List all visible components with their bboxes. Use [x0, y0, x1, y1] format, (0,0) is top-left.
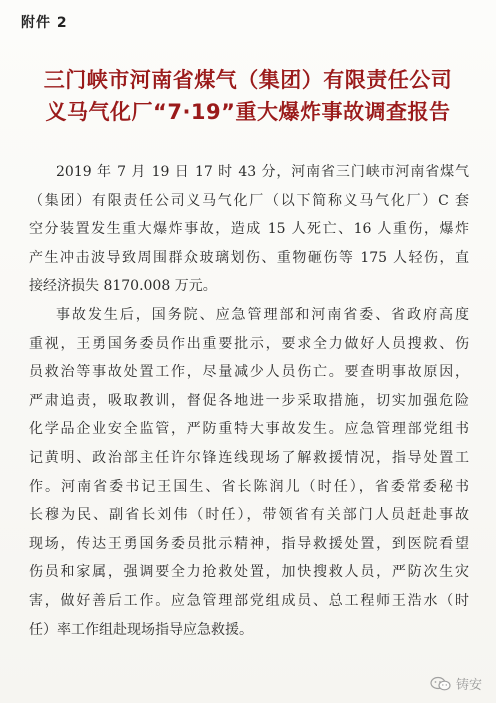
- paragraph-2: [29, 301, 469, 644]
- paragraph-line: 接经济损失 8170.008 万元。: [29, 278, 217, 295]
- paragraph-line: 任）率工作组赴现场指导应急救援。: [29, 621, 253, 638]
- source-watermark: [430, 674, 482, 693]
- report-body: [29, 158, 469, 644]
- paragraph-1: [29, 158, 469, 301]
- report-title-line-2: 义马气化厂“7·19”重大爆炸事故调查报告: [45, 100, 451, 124]
- paragraph-line: 伤员和家属，强调要全力抢救处置，加快搜救人员，严防次生灾: [29, 564, 469, 581]
- paragraph-line: 作。河南省委书记王国生、省长陈润儿（时任），省委常委秘书: [29, 478, 469, 495]
- paragraph-line: （集团）有限责任公司义马气化厂（以下简称义马气化厂）C 套: [29, 192, 469, 209]
- paragraph-line: 2019 年 7 月 19 日 17 时 43 分，河南省三门峡市河南省煤气: [56, 164, 469, 180]
- paragraph-line: 重视，王勇国务委员作出重要批示，要求全力做好人员搜救、伤: [29, 335, 469, 352]
- paragraph-line: 严肃追责，吸取教训，督促各地进一步采取措施，切实加强危险: [29, 392, 469, 409]
- paragraph-line: 害，做好善后工作。应急管理部党组成员、总工程师王浩水（时: [29, 592, 469, 609]
- attachment-label: 附件 2: [21, 15, 68, 31]
- wechat-chat-icon: [430, 676, 452, 692]
- paragraph-line: 空分装置发生重大爆炸事故，造成 15 人死亡、16 人重伤，爆炸: [29, 221, 469, 238]
- paragraph-line: 产生冲击波导致周围群众玻璃划伤、重物砸伤等 175 人轻伤，直: [29, 249, 469, 266]
- paragraph-line: 事故发生后，国务院、应急管理部和河南省委、省政府高度: [56, 306, 469, 323]
- paragraph-line: 员救治等事故处置工作，尽量减少人员伤亡。要查明事故原因，: [29, 364, 469, 381]
- paragraph-line: 记黄明、政治部主任许尔锋连线现场了解救援情况，指导处置工: [29, 449, 469, 466]
- paragraph-line: 现场，传达王勇国务委员批示精神，指导救援处置，到医院看望: [29, 535, 469, 552]
- paragraph-line: 长穆为民、副省长刘伟（时任），带领省有关部门人员赶赴事故: [29, 507, 469, 524]
- report-title-line-1: 三门峡市河南省煤气（集团）有限责任公司: [43, 68, 453, 92]
- watermark-text: 铸安: [455, 678, 482, 693]
- paragraph-line: 化学品企业安全监管，严防重特大事故发生。应急管理部党组书: [29, 421, 469, 438]
